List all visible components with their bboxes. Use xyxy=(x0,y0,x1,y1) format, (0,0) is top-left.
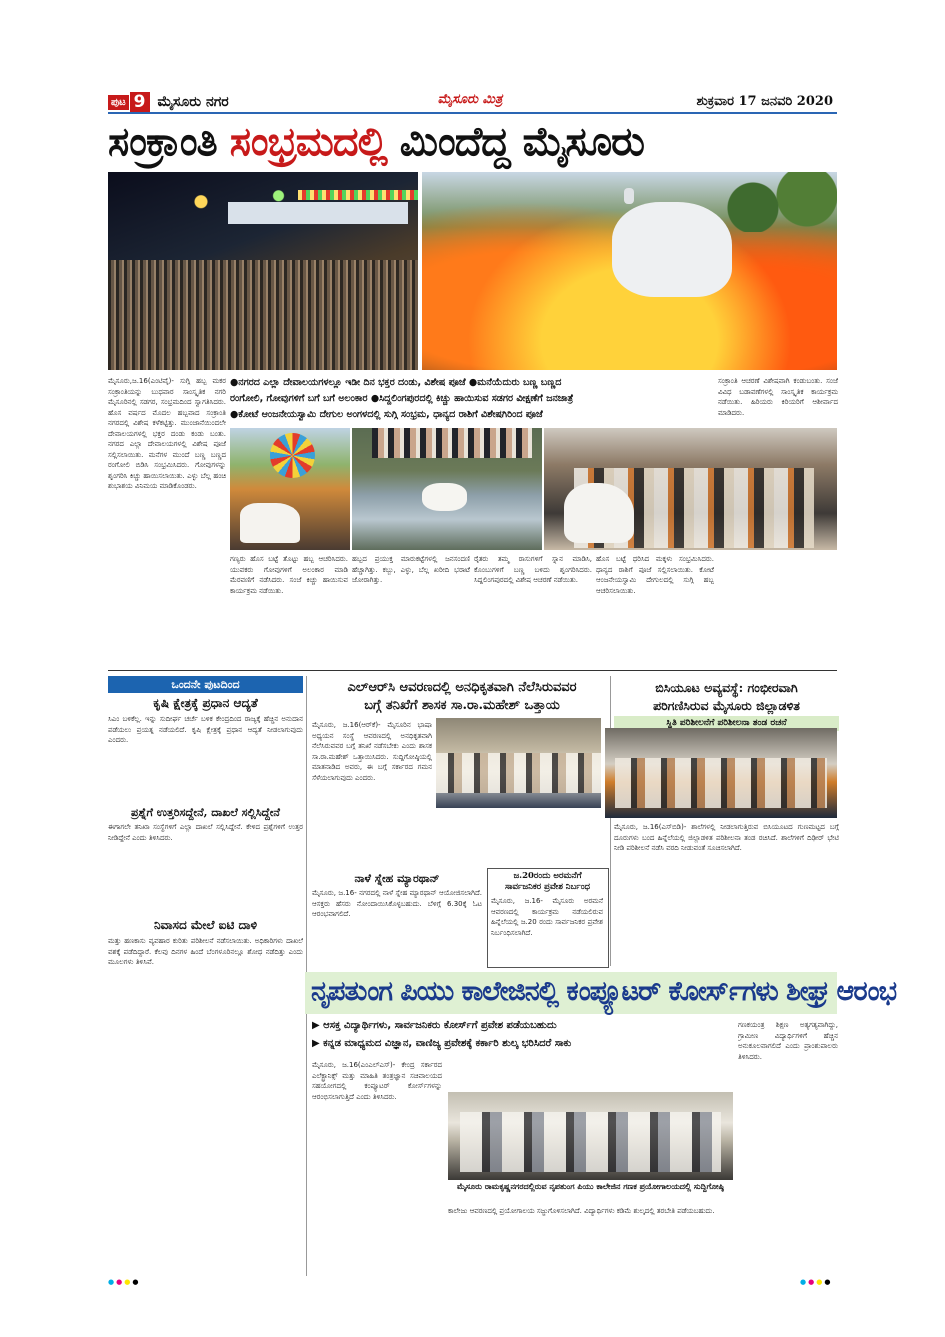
lead-col-1: ಮೈಸೂರು,ಜ.16(ಎಂಟಿವೈ)- ಸುಗ್ಗಿ ಹಬ್ಬ ಮಕರ ಸಂಕ್ರಾಂತಿಯನ್ನು ಬುಧವಾರ ಸಾಂಸ್ಕೃತಿಕ ನಗರಿ ಮೈಸೂರಿನಲ್ಲಿ ಸಡಗರ, ಸಂಭ್ರಮದಿಂದ ಸ್ವಾಗತಿಸಿದರು. ಹೊಸ ವರ್ಷದ ಮೊದಲ ಹಬ್ಬವಾದ ಸಂಕ್ರಾಂತಿ ನಗರದಲ್ಲಿ ವಿಶೇಷ ಕಳೆಕಟ್ಟಿತ್ತು. ಮುಂಜಾನೆಯಿಂದಲೇ ದೇವಾಲಯಗಳಲ್ಲಿ ಭಕ್ತರ ದಂಡು ಕಂಡು ಬಂತು. ನಗರದ ಎಲ್ಲಾ ದೇವಾಲಯಗಳಲ್ಲಿ ವಿಶೇಷ ಪೂಜೆ ಸಲ್ಲಿಸಲಾಯಿತು. ಮನೆಗಳ ಮುಂದೆ ಬಣ್ಣ ಬಣ್ಣದ ರಂಗೋಲಿ ಬಿಡಿಸಿ ಸಂಭ್ರಮಿಸಿದರು. ಗೋವುಗಳನ್ನು ಶೃಂಗರಿಸಿ ಕಿಚ್ಚು ಹಾಯಿಸಲಾಯಿತು. ಎಳ್ಳು ಬೆಲ್ಲ ಹಂಚಿ ಶುಭಾಶಯ ವಿನಿಮಯ ಮಾಡಿಕೊಂಡರು. xyxy=(108,377,226,490)
lights-decoration xyxy=(298,190,418,200)
college-body-right: ಗಣಕಯಂತ್ರ ಶಿಕ್ಷಣ ಅತ್ಯಗತ್ಯವಾಗಿದ್ದು, ಗ್ರಾಮೀಣ ವಿದ್ಯಾರ್ಥಿಗಳಿಗೆ ಹೆಚ್ಚಿನ ಅನುಕೂಲವಾಗಲಿದೆ ಎಂದು ಪ್ರಾಂಶುಪಾಲರು ತಿಳಿಸಿದರು. xyxy=(738,1021,838,1061)
trees xyxy=(717,172,837,232)
masthead: ಮೈಸೂರು ಮಿತ್ರ xyxy=(437,92,503,107)
palace-notice-title-2: ಸಾರ್ವಜನಿಕರ ಪ್ರವೇಶ ನಿರ್ಬಂಧ xyxy=(505,882,590,892)
story-left-body-3: ಮತ್ತು ಹಣಕಾಸು ವ್ಯವಹಾರ ಕುರಿತು ಪರಿಶೀಲನೆ ನಡೆಸಲಾಯಿತು. ಅಧಿಕಾರಿಗಳು ದಾಖಲೆ ವಶಕ್ಕೆ ಪಡೆದಿದ್ದಾರೆ. ಕೆಲವು ದಿನಗಳ ಹಿಂದೆ ಬೆಂಗಳೂರಿನಲ್ಲೂ ಶೋಧ ನಡೆದಿತ್ತು ಎಂದು ಮೂಲಗಳು ತಿಳಿಸಿವೆ. xyxy=(108,937,303,966)
college-subline-2: ▶ ಕನ್ನಡ ಮಾಧ್ಯಮದ ವಿಜ್ಞಾನ, ವಾಣಿಜ್ಯ ಪ್ರವೇಶಕ್ಕೆ ಕರ್ಕಾರಿ ಶುಲ್ಕ ಭರಿಸಿದರೆ ಸಾಕು xyxy=(312,1038,572,1049)
story-marathon-body: ಮೈಸೂರು, ಜ.16- ನಗರದಲ್ಲಿ ನಾಳೆ ಸ್ನೇಹ ಮ್ಯಾರಥಾನ್ ಆಯೋಜಿಸಲಾಗಿದೆ. ಆಸಕ್ತರು ಹೆಸರು ನೋಂದಾಯಿಸಿಕೊಳ್ಳಬಹುದು. ಬೆಳಿಗ್ಗೆ 6.30ಕ್ಕೆ ಓಟ ಆರಂಭವಾಗಲಿದೆ. xyxy=(312,889,482,918)
story-left-body-2: ಈಗಾಗಲೇ ತನಿಖಾ ಸಂಸ್ಥೆಗಳಿಗೆ ಎಲ್ಲಾ ದಾಖಲೆ ಸಲ್ಲಿಸಿದ್ದೇನೆ. ಕೇಳಿದ ಪ್ರಶ್ನೆಗಳಿಗೆ ಉತ್ತರ ನೀಡಿದ್ದೇನೆ ಎಂದು ತಿಳಿಸಿದರು. xyxy=(108,823,303,842)
page-number: 9 xyxy=(130,92,150,112)
college-meeting-photo xyxy=(448,1092,733,1180)
page-label: ಪುಟ xyxy=(108,95,129,110)
college-body-left: ಮೈಸೂರು, ಜ.16(ಎಂಎಲ್‌ಎಸ್)- ಕೇಂದ್ರ ಸರ್ಕಾರದ ಎಲೆಕ್ಟ್ರಾನಿಕ್ಸ್ ಮತ್ತು ಮಾಹಿತಿ ತಂತ್ರಜ್ಞಾನ ಸಚಿವಾಲಯದ ಸಹಯೋಗದಲ್ಲಿ ಕಂಪ್ಯೂಟರ್ ಕೋರ್ಸ್‌ಗಳನ್ನು ಆರಂಭಿಸಲಾಗುತ್ತಿದೆ ಎಂದು ತಿಳಿಸಿದರು. xyxy=(312,1061,442,1101)
print-marks-left: ●●●● xyxy=(108,1278,141,1286)
story-lrc-title-1: ಎಲ್‌ಆರ್‌ಸಿ ಆವರಣದಲ್ಲಿ ಅನಧಿಕೃತವಾಗಿ ನೆಲೆಸಿರುವವರ xyxy=(347,680,577,695)
bull-fire-photo xyxy=(422,172,837,370)
lead-caption-1: ●ನಗರದ ಎಲ್ಲಾ ದೇವಾಲಯಗಳಲ್ಲೂ ಇಡೀ ದಿನ ಭಕ್ತರ ದಂಡು, ವಿಶೇಷ ಪೂಜೆ ●ಮನೆಯೆದುರು ಬಣ್ಣ ಬಣ್ಣದ xyxy=(230,377,562,388)
headline-part-a: ಸಂಕ್ರಾಂತಿ xyxy=(108,118,230,165)
college-subline-1: ▶ ಆಸಕ್ತ ವಿದ್ಯಾರ್ಥಿಗಳು, ಸಾರ್ವಜನಿಕರು ಕೋರ್ಸ್‌ಗೆ ಪ್ರವೇಶ ಪಡೆಯಬಹುದು xyxy=(312,1020,557,1031)
headline-part-red: ಸಂಭ್ರಮದಲ್ಲಿ xyxy=(229,118,387,165)
headline-part-b: ಮಿಂದೆದ್ದ ಮೈಸೂರು xyxy=(386,118,645,165)
college-banner-title: ನೃಪತುಂಗ ಪಿಯು ಕಾಲೇಜಿನಲ್ಲಿ ಕಂಪ್ಯೂಟರ್ ಕೋರ್ಸ್‌ಗಳು ಶೀಘ್ರ ಆರಂಭ xyxy=(311,976,897,1007)
lead-col-2: ಗಣ್ಯರು ಹೊಸ ಬಟ್ಟೆ ತೊಟ್ಟು ಹಬ್ಬ ಆಚರಿಸಿದರು. ಯುವಕರು ಗೋವುಗಳಿಗೆ ಅಲಂಕಾರ ಮಾಡಿ ಮೆರವಣಿಗೆ ನಡೆಸಿದರು. ಸಂಜೆ ಕಿಚ್ಚು ಹಾಯಿಸುವ ಕಾರ್ಯಕ್ರಮ ನಡೆಯಿತು. xyxy=(230,555,348,595)
procession-photo xyxy=(230,428,350,550)
temple-building xyxy=(228,202,408,224)
lead-col-3: ಹಬ್ಬದ ಪ್ರಯುಕ್ತ ಮಾರುಕಟ್ಟೆಗಳಲ್ಲಿ ಜನಸಂದಣಿ ಹೆಚ್ಚಾಗಿತ್ತು. ಕಬ್ಬು, ಎಳ್ಳು, ಬೆಲ್ಲ ಖರೀದಿ ಭರಾಟೆ ಜೋರಾಗಿತ್ತು. xyxy=(352,555,470,584)
page-tag xyxy=(108,92,229,112)
lead-caption-2: ರಂಗೋಲಿ, ಗೋವುಗಳಿಗೆ ಬಗೆ ಬಗೆ ಅಲಂಕಾರ ●ಸಿದ್ದಲಿಂಗಪುರದಲ್ಲಿ ಕಿಚ್ಚು ಹಾಯಿಸುವ ಸಡಗರ ವೀಕ್ಷಣೆಗೆ ಜನಜಾತ್ರೆ xyxy=(230,393,574,404)
story-left-body-1: ಸಿಎಂ ಬಳಿಕೆಲ್ಲ. ಇನ್ನು ಸುದೀರ್ಘ ಚರ್ಚೆ ಬಳಿಕ ಕೇಂದ್ರದಿಂದ ರಾಜ್ಯಕ್ಕೆ ಹೆಚ್ಚಿನ ಅನುದಾನ ಪಡೆಯಲು ಪ್ರಯತ್ನ ನಡೆಯಲಿದೆ. ಕೃಷಿ ಕ್ಷೇತ್ರಕ್ಕೆ ಪ್ರಧಾನ ಆದ್ಯತೆ ನೀಡಲಾಗುವುದು ಎಂದರು. xyxy=(108,715,303,744)
lead-col-4: ರೈತರು ತಮ್ಮ ರಾಸುಗಳಿಗೆ ಸ್ನಾನ ಮಾಡಿಸಿ, ಕೊಂಬುಗಳಿಗೆ ಬಣ್ಣ ಬಳಿದು ಶೃಂಗರಿಸಿದರು. ಸಿದ್ದಲಿಂಗಪುರದಲ್ಲಿ ವಿಶೇಷ ಆಚರಣೆ ನಡೆಯಿತು. xyxy=(474,555,592,584)
story-left-title-2: ಪ್ರಶ್ನೆಗೆ ಉತ್ತರಿಸದ್ದೇನೆ, ದಾಖಲೆ ಸಲ್ಲಿಸಿದ್ದೇನೆ xyxy=(131,806,280,819)
section-divider xyxy=(108,670,837,671)
temple-night-photo xyxy=(108,172,418,370)
header-rule xyxy=(108,112,837,114)
section-name: ಮೈಸೂರು ನಗರ xyxy=(157,94,229,110)
press-meet-photo xyxy=(436,718,601,808)
college-banner xyxy=(305,972,897,1014)
temple-crowd-photo xyxy=(544,428,837,550)
college-body-mid: ಕಾಲೇಜು ಆವರಣದಲ್ಲಿ ಪ್ರಯೋಗಾಲಯ ಸಜ್ಜುಗೊಳಿಸಲಾಗಿದೆ. ವಿದ್ಯಾರ್ಥಿಗಳು ಕಡಿಮೆ ಶುಲ್ಕದಲ್ಲಿ ತರಬೇತಿ ಪಡೆಯಬಹುದು. xyxy=(448,1207,715,1215)
story-right-title-2: ಪರಿಗಣಿಸಿರುವ ಮೈಸೂರು ಜಿಲ್ಲಾಡಳಿತ xyxy=(653,698,800,713)
story-left-title-1: ಕೃಷಿ ಕ್ಷೇತ್ರಕ್ಕೆ ಪ್ರಧಾನ ಆದ್ಯತೆ xyxy=(153,696,258,710)
cattle-canal-photo xyxy=(352,428,542,550)
dateline: ಶುಕ್ರವಾರ 17 ಜನವರಿ 2020 xyxy=(696,94,833,109)
crowd xyxy=(108,260,418,370)
continued-tag: ಒಂದನೇ ಪುಟದಿಂದ xyxy=(108,676,303,693)
story-lrc-body: ಮೈಸೂರು, ಜ.16(ಆರ್‌ಕೆ)- ಮೈಸೂರಿನ ಭಾಷಾ ಅಧ್ಯಯನ ಸಂಸ್ಥೆ ಆವರಣದಲ್ಲಿ ಅನಧಿಕೃತವಾಗಿ ನೆಲೆಸಿರುವವರ ಬಗ್ಗೆ ತನಿಖೆ ನಡೆಸಬೇಕು ಎಂದು ಶಾಸಕ ಸಾ.ರಾ.ಮಹೇಶ್ ಒತ್ತಾಯಿಸಿದರು. ಸುದ್ದಿಗೋಷ್ಠಿಯಲ್ಲಿ ಮಾತನಾಡಿದ ಅವರು, ಈ ಬಗ್ಗೆ ಸರ್ಕಾರದ ಗಮನ ಸೆಳೆಯಲಾಗುವುದು ಎಂದರು. xyxy=(312,721,432,782)
print-marks-right: ●●●● xyxy=(800,1278,833,1286)
palace-notice-body: ಮೈಸೂರು, ಜ.16- ಮೈಸೂರು ಅರಮನೆ ಆವರಣದಲ್ಲಿ ಕಾರ್ಯಕ್ರಮ ನಡೆಯಲಿರುವ ಹಿನ್ನೆಲೆಯಲ್ಲಿ ಜ.20 ರಂದು ಸಾರ್ವಜನಿಕರ ಪ್ರವೇಶ ನಿರ್ಬಂಧಿಸಲಾಗಿದೆ. xyxy=(491,897,603,937)
story-right-body: ಮೈಸೂರು, ಜ.16(ಎಸ್‌ಬಿಡಿ)- ಶಾಲೆಗಳಲ್ಲಿ ನೀಡಲಾಗುತ್ತಿರುವ ಬಿಸಿಯೂಟದ ಗುಣಮಟ್ಟದ ಬಗ್ಗೆ ದೂರುಗಳು ಬಂದ ಹಿನ್ನೆಲೆಯಲ್ಲಿ ಜಿಲ್ಲಾಡಳಿತ ಪರಿಶೀಲನಾ ತಂಡ ರಚಿಸಿದೆ. ಶಾಲೆಗಳಿಗೆ ದಿಢೀರ್ ಭೇಟಿ ನೀಡಿ ಪರಿಶೀಲನೆ ನಡೆಸಿ ವರದಿ ನೀಡುವಂತೆ ಸೂಚಿಸಲಾಗಿದೆ. xyxy=(614,823,839,852)
lead-headline xyxy=(108,118,838,172)
story-left-title-3: ನಿವಾಸದ ಮೇಲೆ ಐಟಿ ದಾಳಿ xyxy=(153,918,257,932)
story-right-subhead: ಸ್ಥಿತಿ ಪರಿಶೀಲನೆಗೆ ಪರಿಶೀಲನಾ ತಂಡ ರಚನೆ xyxy=(614,716,839,731)
bull xyxy=(612,202,732,297)
lead-col-6: ಸಂಕ್ರಾಂತಿ ಆಚರಣೆ ವಿಶೇಷವಾಗಿ ಕಂಡುಬಂತು. ಸಂಜೆ ವಿವಿಧ ಬಡಾವಣೆಗಳಲ್ಲಿ ಸಾಂಸ್ಕೃತಿಕ ಕಾರ್ಯಕ್ರಮ ನಡೆಯಿತು. ಹಿರಿಯರು ಕಿರಿಯರಿಗೆ ಆಶೀರ್ವಾದ ಮಾಡಿದರು. xyxy=(718,377,838,417)
story-marathon-title: ನಾಳೆ ಸ್ನೇಹ ಮ್ಯಾರಥಾನ್ xyxy=(354,872,440,885)
palace-notice-title-1: ಜ.20ರಂದು ಅರಮನೆಗೆ xyxy=(513,871,582,881)
story-right-title-1: ಬಿಸಿಯೂಟ ಅವ್ಯವಸ್ಥೆ: ಗಂಭೀರವಾಗಿ xyxy=(655,680,798,695)
officials-photo xyxy=(605,728,837,818)
lead-col-5: ಹೊಸ ಬಟ್ಟೆ ಧರಿಸಿದ ಮಕ್ಕಳು ಸಂಭ್ರಮಿಸಿದರು. ಧಾನ್ಯದ ರಾಶಿಗೆ ಪೂಜೆ ಸಲ್ಲಿಸಲಾಯಿತು. ಕೋಟೆ ಆಂಜನೇಯಸ್ವಾಮಿ ದೇಗುಲದಲ್ಲಿ ಸುಗ್ಗಿ ಹಬ್ಬ ಆಚರಿಸಲಾಯಿತು. xyxy=(596,555,714,595)
story-lrc-title-2: ಬಗ್ಗೆ ತನಿಖೆಗೆ ಶಾಸಕ ಸಾ.ರಾ.ಮಹೇಶ್ ಒತ್ತಾಯ xyxy=(364,698,560,713)
lead-caption-3: ●ಕೋಟೆ ಆಂಜನೇಯಸ್ವಾಮಿ ದೇಗುಲ ಅಂಗಳದಲ್ಲಿ ಸುಗ್ಗಿ ಸಂಭ್ರಮ, ಧಾನ್ಯದ ರಾಶಿಗೆ ವಿಶೇಷಗಿರಿಂದ ಪೂಜೆ xyxy=(230,409,543,420)
column-rule-right xyxy=(610,676,611,966)
college-photo-caption: ಮೈಸೂರು ರಾಮಕೃಷ್ಣನಗರದಲ್ಲಿರುವ ನೃಪತುಂಗ ಪಿಯು ಕಾಲೇಜಿನ ಗಣಕ ಪ್ರಯೋಗಾಲಯದಲ್ಲಿ ಸುದ್ದಿಗೋಷ್ಠಿ xyxy=(457,1182,724,1191)
